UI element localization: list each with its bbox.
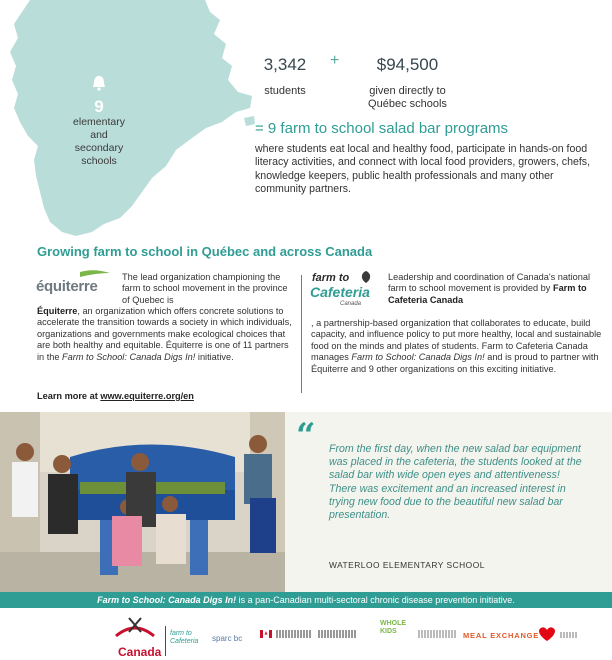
phac-wordmark [318,630,356,638]
canada-logo-text: Canada [118,645,162,659]
whole-kids-logo: WHOLE KIDS [380,620,407,635]
banner-program: Farm to School: Canada Digs In! [97,595,237,605]
initiative-banner [0,592,612,608]
farm-to-cafeteria-logo [310,270,380,316]
students-stat [250,55,320,98]
students-label: students [264,85,306,97]
left-col-body [37,306,294,363]
left-col-p3: initiative. [195,351,234,362]
money-label [350,85,465,111]
equiterre-logo-text: équiterre [36,278,98,295]
schools-label-4: schools [81,155,117,167]
testimonial-quote: From the first day, when the new salad bar equipment was placed in the cafeteria, the students looked at the salad bar with wide open eyes and attentiveness! There was excitement and an increased interest in trying new food due to the beautiful new salad bar presentation. [329,443,582,522]
footer-divider [165,626,166,656]
intro-paragraph: where students eat local and healthy food, participate in hands-on food literacy activities, and connect with local food providers, growers, chefs, knowledge keepers, public health professionals and many other community partners. [255,143,591,196]
right-col-intro [388,272,600,306]
learn-more-label: Learn more at [37,391,101,401]
meal-exchange-logo: MEAL EXCHANGE [463,631,540,640]
equiterre-logo [36,269,116,299]
island [244,116,255,126]
equiterre-link[interactable]: www.equiterre.org/en [100,391,194,401]
whole-kids-wordmark [418,630,456,638]
money-stat [350,55,465,111]
left-col-p2: , an organization which offers concrete solutions to accelerate the transition towards a society in which individuals, organizations and governments make ecological choices that are both healthy and equitable. Équiterre is one of 11 partners in the [37,306,292,362]
left-col-program: Farm to School: Canada Digs In! [62,351,196,362]
students-photo-illustration [0,412,285,592]
sparc-logo: sparc bc [212,634,243,643]
partner-logos [0,612,612,660]
heart-stroke-wordmark [560,632,578,638]
fc-logo-line2: Cafeteria [310,284,370,300]
schools-label-1: elementary [73,116,125,128]
quote-mark: “ [296,416,316,456]
f2c-footer-logo: farm to Cafeteria [170,630,199,645]
heart-icon [536,626,558,642]
bell-icon [90,74,108,92]
money-value: $94,500 [376,55,439,74]
right-col-program: Farm to School: Canada Digs In! [351,352,485,363]
right-col-p1: Leadership and coordination of Canada's national farm to school movement is provided by [388,272,590,294]
equiterre-name: Équiterre [37,306,78,316]
plus-sign: + [330,52,340,69]
schools-callout [60,98,138,168]
right-col-body [311,318,603,375]
money-label-2: Québec schools [368,98,447,110]
students-value: 3,342 [263,55,307,74]
money-label-1: given directly to [369,85,446,97]
right-col-p2: , a partnership-based organization that collaborates to educate, build capacity, and influence policy to put more healthy, local and sustainable food on the minds and plates of students. Farm to Cafeteria Canada manages [311,318,602,363]
section-heading: Growing farm to school in Québec and across Canada [37,244,373,259]
column-divider [301,275,302,393]
learn-more [37,391,194,401]
equation-headline: = 9 farm to school salad bar programs [255,120,509,137]
banner-rest: is a pan-Canadian multi-sectoral chronic disease prevention initiative. [236,595,515,605]
right-col-p3: and is proud to partner with Équiterre and 9 other organizations on this exciting initiative. [311,352,599,374]
canada-flag-icon [260,630,272,638]
fc-name: Farm to Cafeteria Canada [388,283,587,305]
schools-count: 9 [94,97,104,116]
leaf-icon [358,270,374,284]
quote-source: WATERLOO ELEMENTARY SCHOOL [329,560,485,570]
students-photo [0,412,285,592]
schools-label-2: and [90,129,108,141]
schools-label-3: secondary [74,142,124,154]
fc-logo-line3: Canada [340,301,362,307]
fc-logo-line1: farm to [312,272,350,284]
left-col-intro: The lead organization championing the farm to school movement in the province of Quebec is [122,272,288,305]
gov-canada-wordmark [276,630,312,638]
